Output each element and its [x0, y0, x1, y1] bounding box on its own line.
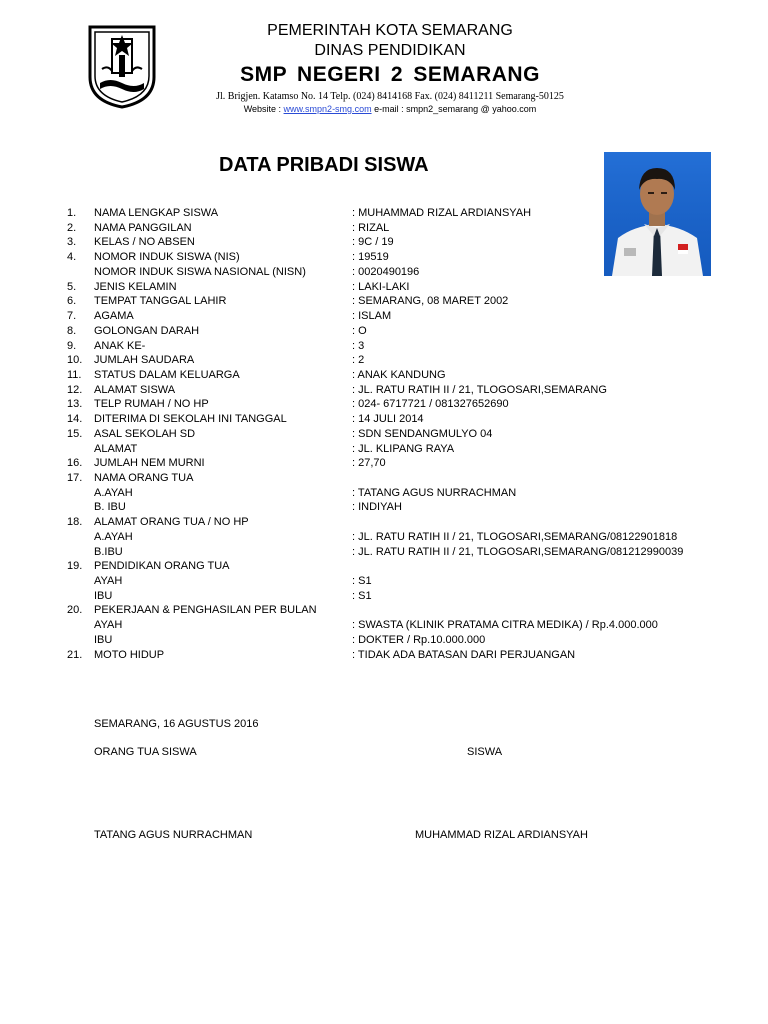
row-label: ALAMAT ORANG TUA / NO HP: [94, 516, 249, 529]
row-value: : JL. RATU RATIH II / 21, TLOGOSARI,SEMARANG: [352, 383, 607, 396]
data-row: [0, 353, 768, 367]
data-row: [0, 339, 768, 353]
row-value: : 27,70: [352, 457, 386, 470]
row-value: : 9C / 19: [352, 236, 394, 249]
row-label: JUMLAH SAUDARA: [94, 354, 195, 367]
page-title: DATA PRIBADI SISWA: [219, 154, 429, 176]
row-label: ALAMAT: [94, 442, 138, 455]
place-date: SEMARANG, 16 AGUSTUS 2016: [94, 718, 259, 730]
row-label: A.AYAH: [94, 486, 133, 499]
row-label: NOMOR INDUK SISWA (NIS): [94, 251, 240, 264]
row-label: NAMA PANGGILAN: [94, 221, 192, 234]
data-row: [0, 574, 768, 588]
row-label: GOLONGAN DARAH: [94, 324, 200, 337]
row-value: : S1: [352, 589, 372, 602]
row-label: B. IBU: [94, 501, 126, 514]
contact-line: [0, 104, 768, 114]
data-row: [0, 412, 768, 426]
data-row: [0, 250, 768, 264]
row-label: IBU: [94, 589, 113, 602]
parent-signature-label: ORANG TUA SISWA: [94, 746, 197, 758]
row-label: IBU: [94, 633, 113, 646]
row-label: A.AYAH: [94, 530, 133, 543]
data-row: [0, 397, 768, 411]
row-label: TEMPAT TANGGAL LAHIR: [94, 295, 227, 308]
school-name: SMP NEGERI 2 SEMARANG: [240, 63, 540, 86]
row-number: 15.: [67, 427, 83, 440]
row-label: PENDIDIKAN ORANG TUA: [94, 560, 230, 573]
row-number: 4.: [67, 251, 77, 264]
data-row: [0, 235, 768, 249]
row-number: 7.: [67, 310, 77, 322]
website-link[interactable]: www.smpn2-smg.com: [283, 104, 372, 114]
data-row: [0, 618, 768, 632]
row-label: AYAH: [94, 575, 123, 587]
row-value: : MUHAMMAD RIZAL ARDIANSYAH: [352, 207, 532, 219]
row-number: 12.: [67, 383, 83, 396]
row-label: NAMA ORANG TUA: [94, 472, 194, 484]
data-row: [0, 530, 768, 544]
data-row: [0, 559, 768, 573]
data-row: [0, 265, 768, 279]
data-row: [0, 545, 768, 559]
row-value: : RIZAL: [352, 221, 390, 234]
row-value: : 0020490196: [352, 265, 420, 278]
data-row: [0, 383, 768, 397]
row-label: STATUS DALAM KELUARGA: [94, 368, 240, 381]
row-value: : O: [352, 324, 367, 337]
row-value: : TATANG AGUS NURRACHMAN: [352, 486, 517, 499]
row-number: 17.: [67, 472, 83, 484]
row-label: ANAK KE-: [94, 339, 146, 352]
row-number: 13.: [67, 398, 83, 411]
row-number: 3.: [67, 236, 77, 249]
data-row: [0, 309, 768, 323]
data-row: [0, 648, 768, 662]
row-label: PEKERJAAN & PENGHASILAN PER BULAN: [94, 604, 317, 617]
parent-signature-name: TATANG AGUS NURRACHMAN: [94, 829, 253, 841]
row-value: : LAKI-LAKI: [352, 280, 410, 293]
row-number: 16.: [67, 457, 83, 470]
data-row: [0, 368, 768, 382]
student-signature-label: SISWA: [467, 746, 503, 758]
row-label: NAMA LENGKAP SISWA: [94, 207, 219, 219]
data-row: [0, 324, 768, 338]
row-number: 18.: [67, 516, 83, 529]
data-row: [0, 456, 768, 470]
row-value: : ISLAM: [352, 310, 392, 322]
row-label: NOMOR INDUK SISWA NASIONAL (NISN): [94, 265, 306, 278]
row-value: : ANAK KANDUNG: [352, 368, 446, 381]
row-label: DITERIMA DI SEKOLAH INI TANGGAL: [94, 413, 287, 426]
row-value: : INDIYAH: [352, 501, 402, 514]
row-number: 11.: [67, 368, 82, 381]
row-value: : TIDAK ADA BATASAN DARI PERJUANGAN: [352, 648, 576, 661]
data-row: [0, 294, 768, 308]
row-label: KELAS / NO ABSEN: [94, 236, 195, 249]
website-prefix: Website :: [243, 104, 284, 114]
row-value: : SEMARANG, 08 MARET 2002: [352, 295, 509, 308]
data-row: [0, 206, 768, 220]
government-line: PEMERINTAH KOTA SEMARANG: [267, 22, 513, 39]
row-value: : 2: [352, 354, 365, 367]
data-row: [0, 589, 768, 603]
row-value: : SDN SENDANGMULYO 04: [352, 427, 493, 440]
row-value: : 3: [352, 339, 365, 352]
row-label: AGAMA: [94, 310, 134, 322]
row-label: MOTO HIDUP: [94, 648, 165, 661]
row-number: 5.: [67, 280, 77, 293]
row-number: 8.: [67, 324, 77, 337]
row-value: : 19519: [352, 251, 389, 264]
row-label: AYAH: [94, 619, 123, 632]
row-number: 1.: [67, 207, 77, 219]
row-label: JUMLAH NEM MURNI: [94, 457, 205, 470]
row-number: 6.: [67, 295, 77, 308]
row-number: 10.: [67, 354, 83, 367]
email-text: e-mail : smpn2_semarang @ yahoo.com: [371, 104, 537, 114]
row-label: ALAMAT SISWA: [94, 383, 176, 396]
school-address: Jl. Brigjen. Katamso No. 14 Telp. (024) 8414168 Fax. (024) 8411211 Semarang-50125: [216, 91, 564, 102]
row-value: : SWASTA (KLINIK PRATAMA CITRA MEDIKA) / Rp.4.000.000: [352, 619, 658, 632]
row-label: ASAL SEKOLAH SD: [94, 427, 196, 440]
data-row: [0, 515, 768, 529]
student-signature-name: MUHAMMAD RIZAL ARDIANSYAH: [415, 829, 588, 841]
data-row: [0, 603, 768, 617]
row-value: : JL. KLIPANG RAYA: [352, 442, 455, 455]
row-number: 2.: [67, 221, 77, 234]
data-row: [0, 471, 768, 485]
data-row: [0, 442, 768, 456]
data-row: [0, 221, 768, 235]
department-line: DINAS PENDIDIKAN: [314, 42, 466, 59]
data-row: [0, 427, 768, 441]
row-number: 19.: [67, 560, 83, 573]
row-value: : JL. RATU RATIH II / 21, TLOGOSARI,SEMARANG/081212990039: [352, 545, 684, 558]
row-value: : JL. RATU RATIH II / 21, TLOGOSARI,SEMARANG/08122901818: [352, 530, 678, 543]
row-value: : S1: [352, 575, 372, 587]
row-label: TELP RUMAH / NO HP: [94, 398, 209, 411]
data-row: [0, 486, 768, 500]
data-row: [0, 280, 768, 294]
row-label: B.IBU: [94, 545, 123, 558]
row-number: 14.: [67, 413, 83, 426]
row-number: 21.: [67, 648, 83, 661]
data-row: [0, 633, 768, 647]
row-number: 9.: [67, 339, 77, 352]
row-value: : 14 JULI 2014: [352, 413, 424, 426]
row-value: : DOKTER / Rp.10.000.000: [352, 633, 486, 646]
row-number: 20.: [67, 604, 83, 617]
row-value: : 024- 6717721 / 081327652690: [352, 398, 509, 411]
data-row: [0, 500, 768, 514]
row-label: JENIS KELAMIN: [94, 280, 177, 293]
